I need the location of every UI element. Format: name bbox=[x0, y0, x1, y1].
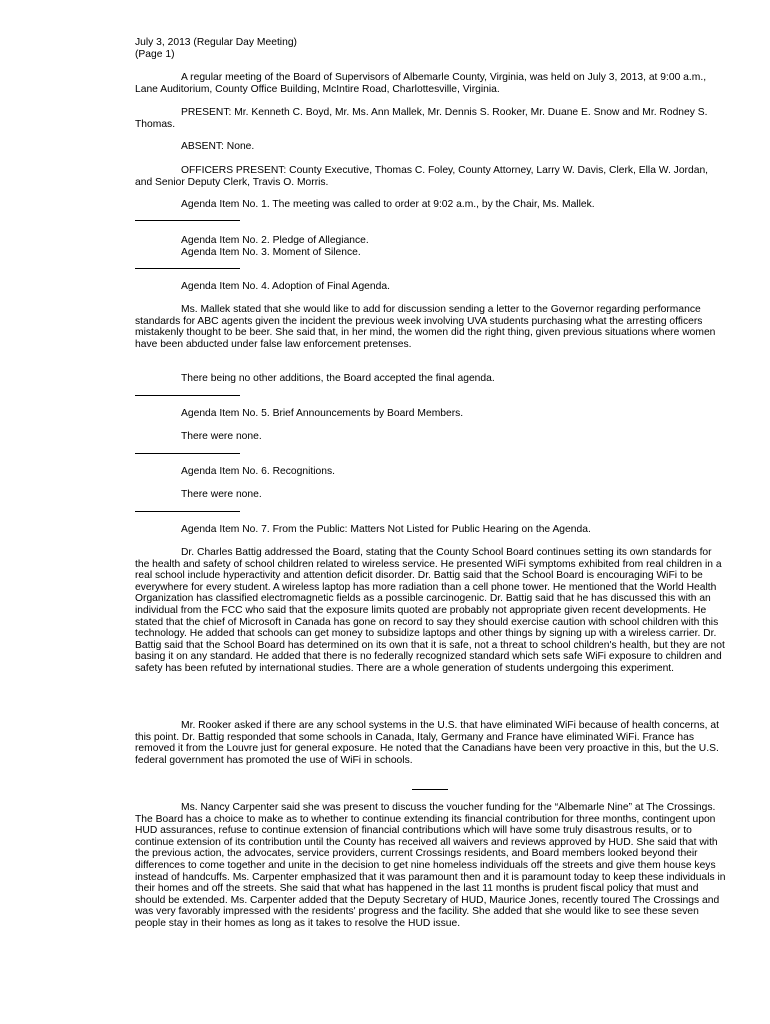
section-divider bbox=[135, 395, 240, 396]
battig-paragraph: Dr. Charles Battig addressed the Board, stating that the County School Board continues setting its own standards for the health and safety of school children related to wireless service. He presented WiFi symptoms exhibited from real children in a real school include hyperactivity and attention deficit disorder. Dr. Battig said that the School Board is encouraging WiFi to be everywhere for every student. A wireless laptop has more radiation than a cell phone tower. He mentioned that the World Health Organization has classified electromagnetic fields as a possible carcinogenic. Dr. Battig said that he has discussed this with an individual from the FCC who said that the exposure limits quoted are probably not appropriate given recent developments. He stated that the chief of Microsoft in Canada has gone on record to say they should exercise caution with school children with this technology. He added that schools can get money to subsidize laptops and other things by signing up with a wireless carrier. Dr. Battig said that the School Board has determined on its own that it is safe, not a threat to school children's health, but they are not basing it on any standard. He added that there is no federally recognized standard which sets safe WiFi exposure to children and safety has been refuted by international studies. There are a whole generation of students undergoing this experiment. bbox=[135, 547, 725, 674]
absent-paragraph: ABSENT: None. bbox=[181, 141, 255, 152]
agenda-item-2: Agenda Item No. 2. Pledge of Allegiance. bbox=[181, 235, 369, 246]
carpenter-paragraph: Ms. Nancy Carpenter said she was present to discuss the voucher funding for the “Albemarle Nine” at The Crossings. The Board has a choice to make as to whether to continue extending its financial contribution for three months, contingent upon HUD assurances, refuse to continue extension of financial contributions which will have some truly disastrous results, or to continue extension of its contribution until the County has received all waivers and reviews approved by HUD. She said that with the previous action, the advocates, service providers, current Crossings residents, and Board members looked beyond their differences to come together and unite in the decision to get nine homeless individuals off the streets and give them house keys instead of handcuffs. Ms. Carpenter emphasized that it was paramount then and it is paramount today to keep these individuals in their homes and off the streets. She said that what has happened in the last 11 months is prudent fiscal policy that must and should be extended. Ms. Carpenter added that the Deputy Secretary of HUD, Maurice Jones, recently toured The Crossings and was very favorably impressed with the residents' progress and the facility. She added that she would like to see these seven people stay in their homes as long as it takes to resolve the HUD issue. bbox=[135, 802, 726, 929]
header-page-number: (Page 1) bbox=[135, 49, 175, 60]
agenda-item-5: Agenda Item No. 5. Brief Announcements by Board Members. bbox=[181, 408, 464, 419]
header-date: July 3, 2013 (Regular Day Meeting) bbox=[135, 37, 297, 48]
agenda-item-4: Agenda Item No. 4. Adoption of Final Agenda. bbox=[181, 281, 390, 292]
section-divider bbox=[135, 268, 240, 269]
mallek-paragraph: Ms. Mallek stated that she would like to add for discussion sending a letter to the Governor regarding performance standards for ABC agents given the incident the previous week involving UVA students purchasing what the arresting officers mistakenly thought to be beer. She said that, in her mind, the women did the right thing, given previous situations where women have been abducted under false law enforcement pretenses. bbox=[135, 304, 716, 350]
agenda-item-7: Agenda Item No. 7. From the Public: Matters Not Listed for Public Hearing on the Agenda. bbox=[181, 524, 591, 535]
agenda-item-1: Agenda Item No. 1. The meeting was called to order at 9:02 a.m., by the Chair, Ms. Mallek. bbox=[181, 199, 595, 210]
agenda-item-6: Agenda Item No. 6. Recognitions. bbox=[181, 466, 335, 477]
section-divider bbox=[135, 220, 240, 221]
section-divider bbox=[135, 453, 240, 454]
none-paragraph-1: There were none. bbox=[181, 431, 262, 442]
intro-paragraph: A regular meeting of the Board of Supervisors of Albemarle County, Virginia, was held on July 3, 2013, at 9:00 a.m., Lane Auditorium, County Office Building, McIntire Road, Charlottesville, Virginia. bbox=[135, 72, 707, 95]
officers-paragraph: OFFICERS PRESENT: County Executive, Thomas C. Foley, County Attorney, Larry W. Davis, Clerk, Ella W. Jordan, and Senior Deputy Clerk, Travis O. Morris. bbox=[135, 165, 709, 188]
section-divider bbox=[135, 511, 240, 512]
short-divider bbox=[412, 789, 448, 790]
agenda-item-3: Agenda Item No. 3. Moment of Silence. bbox=[181, 247, 361, 258]
no-additions-paragraph: There being no other additions, the Board accepted the final agenda. bbox=[181, 373, 495, 384]
rooker-paragraph: Mr. Rooker asked if there are any school systems in the U.S. that have eliminated WiFi because of health concerns, at this point. Dr. Battig responded that some schools in Canada, Italy, Germany and France have eliminated WiFi. France has removed it from the Louvre just for general exposure. He noted that the Canadians have been very proactive in this, but the U.S. federal government has promoted the use of WiFi in schools. bbox=[135, 720, 719, 766]
present-paragraph: PRESENT: Mr. Kenneth C. Boyd, Mr. Ms. Ann Mallek, Mr. Dennis S. Rooker, Mr. Duane E. Snow and Mr. Rodney S. Thomas. bbox=[135, 107, 708, 130]
none-paragraph-2: There were none. bbox=[181, 489, 262, 500]
